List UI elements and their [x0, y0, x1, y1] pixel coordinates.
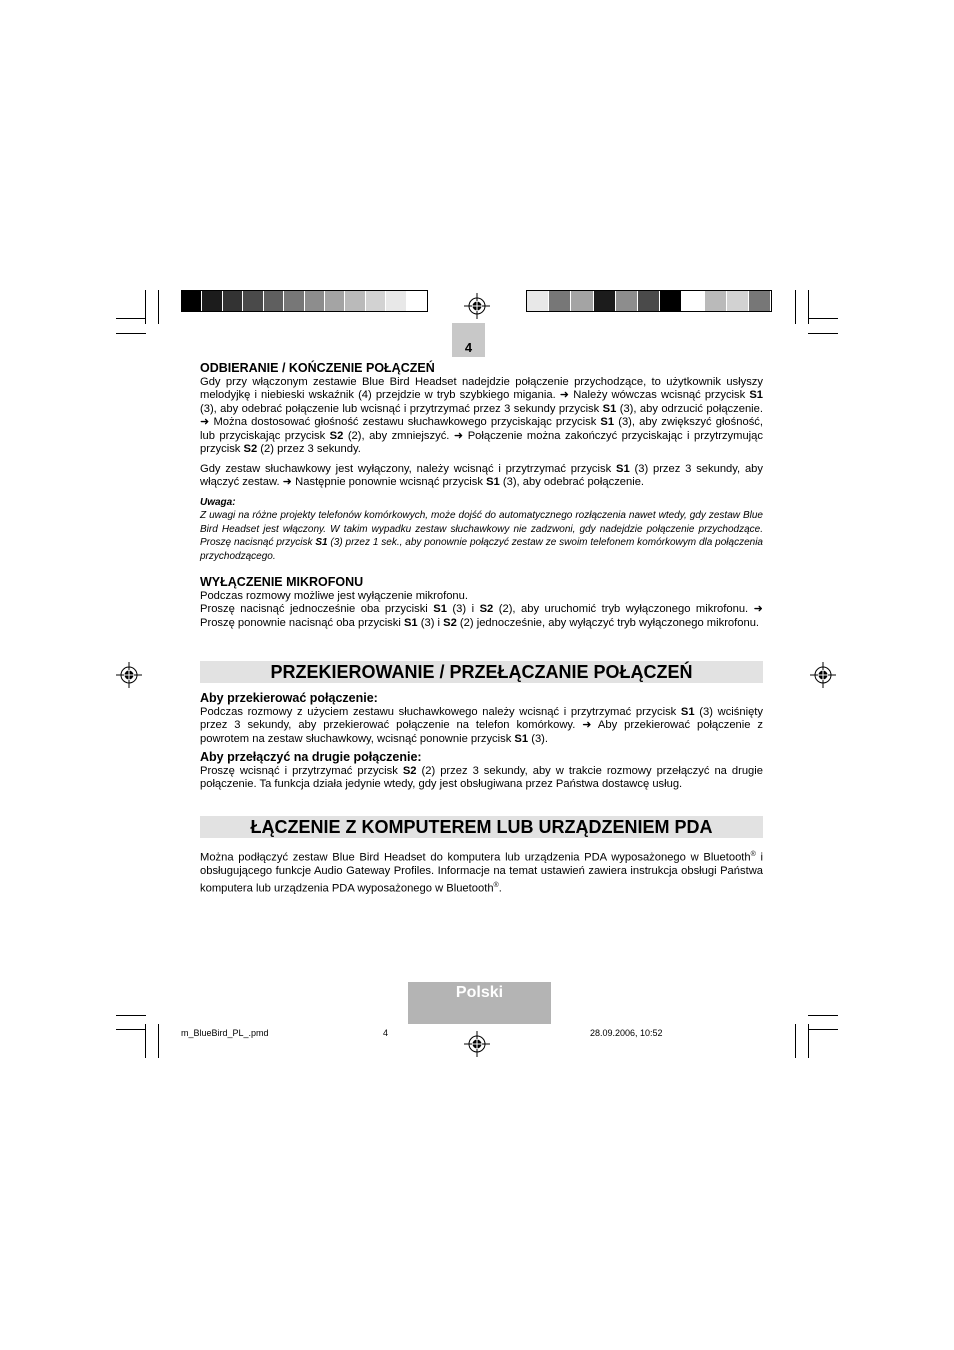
color-swatch	[223, 291, 243, 311]
section-heading: WYŁĄCZENIE MIKROFONU	[200, 575, 364, 589]
crop-mark	[808, 318, 838, 319]
color-swatch	[638, 291, 660, 311]
crop-mark	[116, 333, 146, 334]
color-swatch	[345, 291, 365, 311]
color-swatch	[727, 291, 749, 311]
language-tab: Polski	[408, 982, 551, 1024]
registration-mark-icon	[464, 1031, 490, 1057]
section-transfer	[200, 692, 763, 792]
subsection-heading: Aby przełączyć na drugie połączenie:	[200, 750, 422, 764]
page-number: 4	[452, 323, 485, 357]
color-swatch	[594, 291, 616, 311]
footer-datetime: 28.09.2006, 10:52	[590, 1028, 663, 1038]
footer-page: 4	[383, 1028, 389, 1038]
color-swatch	[264, 291, 284, 311]
note-title: Uwaga:	[200, 496, 236, 508]
section-answering-calls	[200, 362, 763, 563]
color-calibration-bar-right	[526, 290, 772, 312]
paragraph: Gdy zestaw słuchawkowy jest wyłączony, należy wcisnąć i przytrzymać przycisk S1 (3) przez 3 sekundy, aby włączyć zestaw. ➜ Następnie ponownie wcisnąć przycisk S1 (3), aby odebrać połączenie.	[200, 462, 763, 488]
color-calibration-bar-left	[181, 290, 428, 312]
color-swatch	[660, 291, 682, 311]
crop-mark	[158, 1024, 159, 1058]
subsection-heading: Aby przekierować połączenie:	[200, 691, 378, 705]
color-swatch	[325, 291, 345, 311]
color-swatch	[182, 291, 202, 311]
color-swatch	[366, 291, 386, 311]
crop-mark	[158, 290, 159, 324]
paragraph: Proszę nacisnąć jednocześnie oba przyciski S1 (3) i S2 (2), aby uruchomić tryb wyłączonego mikrofonu. ➜ Proszę ponownie nacisnąć oba przyciski S1 (3) i S2 (2) jednocześnie, aby wyłączyć tryb wyłączonego mikrofonu.	[200, 603, 764, 629]
color-swatch	[527, 291, 549, 311]
crop-mark	[808, 333, 838, 334]
color-swatch	[571, 291, 593, 311]
paragraph: Podczas rozmowy z użyciem zestawu słuchawkowego należy wcisnąć i przytrzymać przycisk S1 (3) wciśnięty przez 3 sekundy, aby przekierować połączenie na telefon komórkowy. ➜ Aby przekierować połączenie z powrotem na zestaw słuchawkowy, wcisnąć ponownie przycisk S1 (3).	[200, 705, 763, 745]
crop-mark	[808, 1029, 838, 1030]
registration-mark-icon	[464, 293, 490, 319]
section-mute	[200, 576, 763, 630]
paragraph: Można podłączyć zestaw Blue Bird Headset do komputera lub urządzenia PDA wyposażonego w Bluetooth® i obsługującego funkcje Audio Gateway Profiles. Informacje na temat ustawień zawiera instrukcja obsługi Państwa komputera lub urządzenia PDA wyposażonego w Bluetooth®.	[200, 851, 764, 895]
note-text: Z uwagi na różne projekty telefonów komórkowych, może dojść do automatycznego rozłączenia nawet wtedy, gdy zestaw Blue Bird Headset jest włączony. W takim wypadku zestaw słuchawkowy nie zadzwoni, gdy nadejdzie połączenie przychodzące. Proszę nacisnąć przycisk S1 (3) przez 1 sek., aby ponownie połączyć zestaw ze swoim telefonem komórkowym dla połączenia przychodzącego.	[200, 510, 763, 562]
color-swatch	[682, 291, 704, 311]
section-banner: ŁĄCZENIE Z KOMPUTEREM LUB URZĄDZENIEM PDA	[200, 816, 763, 838]
section-heading: ODBIERANIE / KOŃCZENIE POŁĄCZEŃ	[200, 361, 435, 375]
color-swatch	[386, 291, 406, 311]
section-computer	[200, 848, 763, 896]
footer-filename: m_BlueBird_PL_.pmd	[181, 1028, 269, 1038]
crop-mark	[116, 318, 146, 319]
crop-mark	[116, 1029, 146, 1030]
crop-mark	[795, 1024, 796, 1058]
registration-mark-icon	[116, 662, 142, 688]
crop-mark	[808, 1015, 838, 1016]
color-swatch	[202, 291, 222, 311]
color-swatch	[616, 291, 638, 311]
paragraph: Proszę wcisnąć i przytrzymać przycisk S2 (2) przez 3 sekundy, aby w trakcie rozmowy przełączyć na drugie połączenie. Ta funkcja działa jedynie wtedy, gdy jest obsługiwana przez Państwa dostawcę usług.	[200, 764, 763, 790]
color-swatch	[407, 291, 427, 311]
crop-mark	[795, 290, 796, 324]
registration-mark-icon	[810, 662, 836, 688]
paragraph: Gdy przy włączonym zestawie Blue Bird Headset nadejdzie połączenie przychodzące, to użytkownik usłyszy melodyjkę i niebieski wskaźnik (4) przejdzie w tryb szybkiego migania. ➜ Należy wówczas wcisnąć przycisk S1 (3), aby odebrać połączenie lub wcisnąć i przytrzymać przez 3 sekundy przycisk S1 (3), aby odrzucić połączenie. ➜ Można dostosować głośność zestawu słuchawkowego przyciskając przycisk S1 (3), aby zwiększyć głośność, lub przyciskając przycisk S2 (2), aby zmniejszyć. ➜ Połączenie można zakończyć przyciskając i przytrzymując przycisk S2 (2) przez 3 sekundy.	[200, 375, 763, 455]
section-banner: PRZEKIEROWANIE / PRZEŁĄCZANIE POŁĄCZEŃ	[200, 661, 763, 683]
color-swatch	[749, 291, 771, 311]
color-swatch	[305, 291, 325, 311]
crop-mark	[116, 1015, 146, 1016]
color-swatch	[705, 291, 727, 311]
color-swatch	[243, 291, 263, 311]
color-swatch	[284, 291, 304, 311]
paragraph: Podczas rozmowy możliwe jest wyłączenie mikrofonu.	[200, 589, 468, 602]
color-swatch	[549, 291, 571, 311]
